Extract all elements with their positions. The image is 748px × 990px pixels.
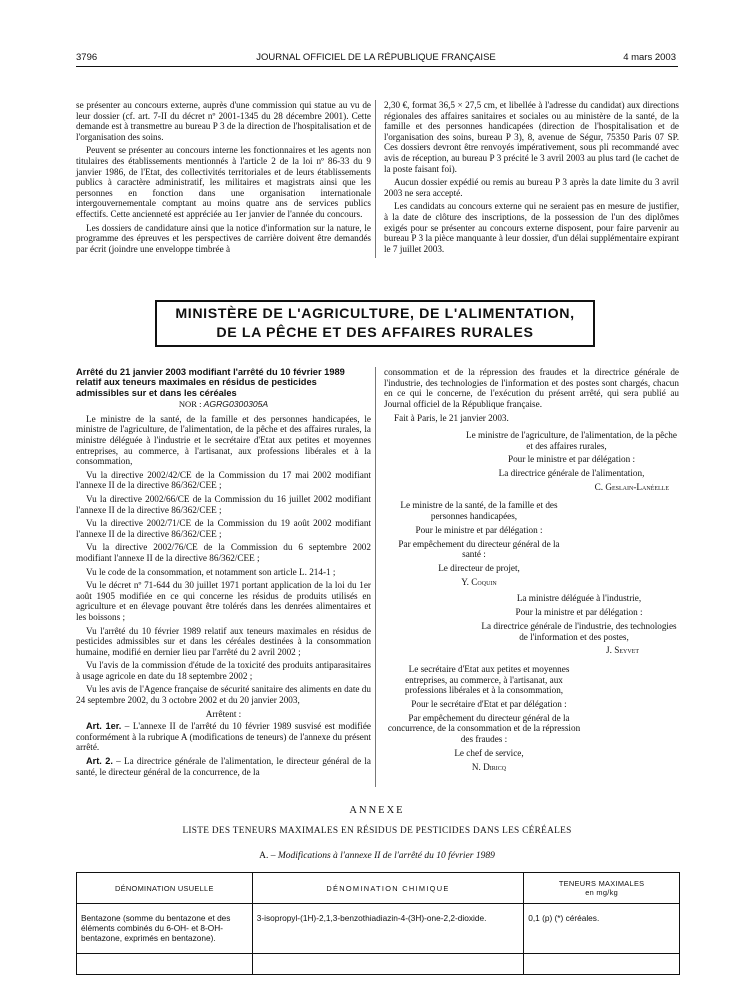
visa: Vu l'avis de la commission d'étude de la toxicité des produits antiparasitaires à usage agricole en date du 18 septembre 2002 ;	[76, 660, 371, 681]
signature-agriculture	[384, 430, 679, 493]
column-header-max-levels	[524, 873, 680, 904]
paragraph: Les candidats au concours externe qui ne seraient pas en mesure de justifier, à la date de clôture des inscriptions, de la possession de l'un des diplômes exigés pour se présenter au concours externe disposent, pour faire parvenir au bureau P 3 la pièce manquante à leur dossier, d'un délai supplémentaire expirant le 7 juillet 2003.	[384, 201, 679, 254]
ministry-heading	[155, 300, 595, 347]
article-1-label: Art. 1er.	[86, 721, 122, 732]
column-header-chemical-name: DÉNOMINATION CHIMIQUE	[252, 873, 524, 904]
annexe-section-heading	[76, 851, 678, 861]
arrete-right-column	[384, 367, 679, 775]
residue-table	[76, 872, 680, 975]
visa: Vu l'arrêté du 10 février 1989 relatif aux teneurs maximales en résidus de pesticides admissibles sur et dans les céréales destinées à la consommation humaine, modifié en dernier lieu par l'arrêté du 2 avril 2002 ;	[76, 625, 371, 657]
signatory-role: Le directeur de projet,	[438, 563, 520, 573]
article-2-continuation: consommation et de la répression des fraudes et la directrice générale de l'industrie, des technologies de l'information et des postes sont chargés, chacun en ce qui le concerne, de l'exécution du présent arrêté, qui sera publié au Journal officiel de la République française.	[384, 367, 679, 409]
nor-code: AGRG0300305A	[203, 399, 269, 410]
section-title: Modifications à l'annexe II de l'arrêté du 10 février 1989	[277, 851, 495, 861]
page-number: 3796	[76, 52, 98, 63]
column-header-max-levels-label: TENEURS MAXIMALES	[558, 879, 645, 888]
impediment: Par empêchement du directeur général de la santé :	[398, 538, 560, 560]
table-header-row	[77, 873, 680, 904]
table-row	[77, 904, 680, 954]
header-rule	[76, 66, 678, 67]
column-header-usual-name: DÉNOMINATION USUELLE	[77, 873, 253, 904]
signatory-role: Le chef de service,	[454, 747, 524, 758]
visa: Vu le décret nº 71-644 du 30 juillet 1971 portant application de la loi du 1er août 1905 modifiée en ce qui concerne les résidus de produits utilisés en agriculture et en élevage pouvant être tolérés dans les denrées alimentaires et les boissons ;	[76, 580, 371, 622]
table-cell: 3-isopropyl-(1H)-2,1,3-benzothiadiazin-4-(3H)-one-2,2-dioxide.	[252, 904, 524, 954]
nor-label: NOR :	[178, 399, 202, 410]
arrete-left-column	[76, 367, 371, 780]
delegation: Pour le ministre et par délégation :	[415, 524, 543, 535]
top-left-column	[76, 100, 371, 257]
paragraph: 2,30 €, format 36,5 × 27,5 cm, et libellée à l'adresse du candidat) aux directions régionales des affaires sanitaires et sociales ou au ministère de la santé, de la famille et des personnes handicapées (direction de l'hospitalisation et de l'organisation des soins, bureau P 3), 8, avenue de Ségur, 75350 Paris 07 SP. Ces dossiers devront être renvoyés impérativement, sous pli recommandé avec avis de réception, au bureau P 3 précité le 3 avril 2003 au plus tard (le cachet de la poste faisant foi).	[384, 100, 679, 174]
journal-title: JOURNAL OFFICIEL DE LA RÉPUBLIQUE FRANÇAISE	[256, 52, 496, 63]
table-cell	[77, 954, 253, 975]
signatory-title: La ministre déléguée à l'industrie,	[516, 593, 642, 604]
signatory-title: Le ministre de l'agriculture, de l'alimentation, de la pêche et des affaires rurales,	[466, 429, 677, 451]
signatory-title: Le ministre de la santé, de la famille et des personnes handicapées,	[400, 500, 558, 522]
table-cell	[524, 954, 680, 975]
visa: Vu la directive 2002/66/CE de la Commission du 16 juillet 2002 modifiant l'annexe II de la directive 86/362/CEE ;	[76, 493, 371, 515]
annexe-subtitle: LISTE DES TENEURS MAXIMALES EN RÉSIDUS DE PESTICIDES DANS LES CÉRÉALES	[182, 826, 572, 836]
place-date: Fait à Paris, le 21 janvier 2003.	[394, 413, 509, 424]
paragraph: se présenter au concours externe, auprès d'une commission qui statue au vu de leur dossier (cf. art. 7-II du décret nº 2001-1345 du 28 décembre 2001). Cette demande est à transmettre au bureau P 3 de la direction de l'hospitalisation et de l'organisation des soins.	[76, 100, 371, 142]
nor-reference	[76, 399, 371, 410]
delegation: Pour le secrétaire d'Etat et par délégation :	[411, 699, 567, 710]
paragraph: Les dossiers de candidature ainsi que la notice d'information sur la nature, le programme des épreuves et les perspectives de carrière doivent être demandés par écrit (joindre une enveloppe timbrée à	[76, 222, 371, 254]
column-header-unit: en mg/kg	[585, 888, 619, 897]
section-label: A. –	[259, 851, 276, 861]
article-2	[76, 756, 371, 777]
arretent: Arrêtent :	[205, 708, 242, 719]
top-right-column	[384, 100, 679, 257]
signature-sante	[384, 500, 564, 587]
visa: Vu la directive 2002/76/CE de la Commission du 6 septembre 2002 modifiant l'annexe II de la directive 86/362/CEE ;	[76, 542, 371, 563]
arrete-title: Arrêté du 21 janvier 2003 modifiant l'arrêté du 10 février 1989 relatif aux teneurs maximales en résidus de pesticides admissibles sur et dans les céréales	[76, 367, 345, 398]
signatory-role: La directrice générale de l'alimentation,	[498, 468, 645, 479]
signature-industrie	[384, 593, 679, 656]
signatory-name: N. Diricq	[471, 761, 507, 772]
signatory-title: Le secrétaire d'Etat aux petites et moyennes entreprises, au commerce, à l'artisanat, aux professions libérales et à la consommation,	[404, 663, 570, 696]
table-cell: Bentazone (somme du bentazone et des éléments combinés du 6-OH- et 8-OH-bentazone, exprimés en bentazone).	[77, 904, 253, 954]
page-header	[76, 52, 676, 66]
signatory-name: C. Geslain-Lanéelle	[594, 481, 669, 492]
visa: Vu la directive 2002/42/CE de la Commission du 17 mai 2002 modifiant l'annexe II de la directive 86/362/CEE ;	[76, 469, 371, 491]
ministry-heading-line: DE LA PÊCHE ET DES AFFAIRES RURALES	[216, 325, 534, 341]
signatory-role: La directrice générale de l'industrie, des technologies de l'information et des postes,	[481, 620, 677, 642]
issue-date: 4 mars 2003	[623, 52, 676, 63]
article-1	[76, 721, 371, 753]
column-divider	[375, 367, 376, 787]
visa: Vu la directive 2002/71/CE de la Commission du 19 août 2002 modifiant l'annexe II de la directive 86/362/CEE ;	[76, 518, 371, 539]
column-divider	[375, 100, 376, 258]
delegation: Pour la ministre et par délégation :	[515, 607, 643, 618]
table-cell: 0,1 (p) (*) céréales.	[524, 904, 680, 954]
signature-commerce	[384, 664, 584, 772]
table-cell	[252, 954, 524, 975]
article-1-text: – L'annexe II de l'arrêté du 10 février 1989 susvisé est modifiée conformément à la rubrique A (modifications de teneurs) de l'annexe du présent arrêté.	[76, 721, 371, 753]
signatory-name: Y. Coquin	[461, 576, 497, 587]
signatory-name: J. Seyvet	[606, 645, 639, 656]
visa: Vu le code de la consommation, et notamment son article L. 214-1 ;	[86, 566, 336, 577]
annexe-title: ANNEXE	[349, 805, 405, 816]
impediment: Par empêchement du directeur général de la concurrence, de la consommation et de la répression des fraudes :	[387, 712, 581, 745]
visa: Vu les avis de l'Agence française de sécurité sanitaire des aliments en date du 24 septembre 2002, du 3 octobre 2002 et du 20 janvier 2003,	[76, 684, 371, 706]
ministry-heading-line: MINISTÈRE DE L'AGRICULTURE, DE L'ALIMENTATION,	[175, 306, 575, 322]
paragraph: Peuvent se présenter au concours interne les fonctionnaires et les agents non titulaires des établissements mentionnés à l'article 2 de la loi nº 86-33 du 9 janvier 1986, de l'Etat, des collectivités territoriales et de leurs établissements publics à caractère administratif, les militaires et magistrats ainsi que les personnes en fonction dans une organisation internationale intergouvernementale comptant au moins quatre ans de services publics effectifs. Cette ancienneté est appréciée au 1er janvier de l'année du concours.	[76, 145, 371, 219]
delegation: Pour le ministre et par délégation :	[507, 454, 636, 465]
article-2-text: – La directrice générale de l'alimentation, le directeur général de la santé, le directeur général de la concurrence, de la	[76, 756, 371, 777]
table-row-empty	[77, 954, 680, 975]
paragraph: Aucun dossier expédié ou remis au bureau P 3 après la date limite du 3 avril 2003 ne sera accepté.	[384, 177, 679, 198]
article-2-label: Art. 2.	[86, 756, 113, 767]
arrete-intro: Le ministre de la santé, de la famille et des personnes handicapées, le ministre de l'agriculture, de l'alimentation, de la pêche et des affaires rurales, la ministre déléguée à l'industrie et le secrétaire d'Etat aux petites et moyennes entreprises, au commerce, à l'artisanat, aux professions libérales et à la consommation,	[76, 413, 371, 467]
